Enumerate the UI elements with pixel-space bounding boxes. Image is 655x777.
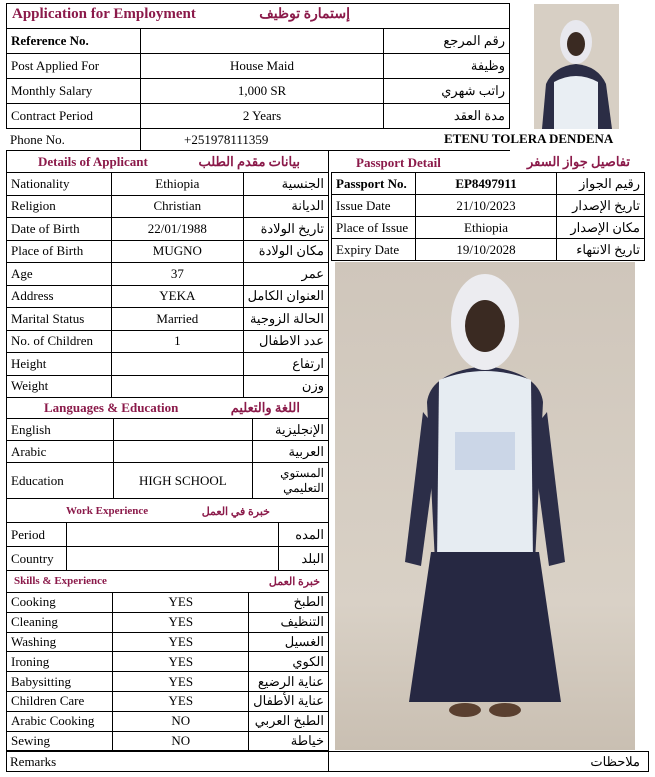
pob-label: Place of Birth [7, 240, 112, 263]
details-heading-en: Details of Applicant [38, 154, 148, 169]
post-value: House Maid [140, 54, 383, 79]
height-label: Height [7, 353, 112, 376]
table-row [7, 593, 329, 613]
pob-label-ar: مكان الولادة [243, 240, 328, 263]
form-title-ar: إستمارة توظيف [259, 7, 350, 22]
contract-label-ar: مدة العقد [384, 104, 510, 129]
languages-heading-en: Languages & Education [44, 400, 179, 415]
arabic-value [113, 441, 253, 463]
work-heading-en: Work Experience [66, 505, 149, 517]
form-title-en: Application for Employment [12, 6, 196, 22]
phone-label: Phone No. [10, 132, 65, 147]
marital-label: Marital Status [7, 308, 112, 331]
table-row [7, 54, 510, 79]
details-table [6, 172, 329, 398]
languages-table [6, 418, 329, 499]
education-value: HIGH SCHOOL [113, 463, 253, 499]
skills-table [6, 592, 329, 751]
arabic-label-ar: العربية [253, 441, 329, 463]
expiry-date-label: Expiry Date [332, 239, 416, 261]
table-row [7, 195, 329, 218]
age-label-ar: عمر [243, 263, 328, 286]
skills-heading-en: Skills & Experience [14, 575, 107, 587]
passport-heading-en: Passport Detail [356, 155, 441, 170]
cooking-label: Cooking [7, 593, 113, 613]
arabic-cooking-value: NO [113, 711, 249, 731]
table-row [7, 104, 510, 129]
address-label-ar: العنوان الكامل [243, 285, 328, 308]
post-label: Post Applied For [7, 54, 141, 79]
pob-value: MUGNO [112, 240, 243, 263]
children-label-ar: عدد الاطفال [243, 330, 328, 353]
table-row [7, 523, 329, 547]
age-value: 37 [112, 263, 243, 286]
education-label-ar: المستوي التعليمي [253, 463, 329, 499]
washing-value: YES [113, 632, 249, 652]
dob-value: 22/01/1988 [112, 218, 243, 241]
table-row [332, 195, 645, 217]
english-value [113, 419, 253, 441]
nationality-value: Ethiopia [112, 173, 243, 196]
issue-date-label: Issue Date [332, 195, 416, 217]
education-label: Education [7, 463, 114, 499]
work-heading-ar: خبرة في العمل [201, 506, 270, 518]
passport-no-label-ar: رقيم الجواز [557, 173, 645, 195]
cooking-value: YES [113, 593, 249, 613]
children-care-label: Children Care [7, 691, 113, 711]
issue-date-value: 21/10/2023 [415, 195, 556, 217]
ironing-label-ar: الكوي [249, 652, 329, 672]
remarks-label-ar: ملاحظات [590, 754, 640, 769]
ironing-label: Ironing [7, 652, 113, 672]
reference-label: Reference No. [7, 29, 141, 54]
english-label-ar: الإنجليزية [253, 419, 329, 441]
washing-label: Washing [7, 632, 113, 652]
reference-label-ar: رقم المرجع [384, 29, 510, 54]
phone-divider [140, 129, 141, 151]
expiry-date-label-ar: تاريخ الانتهاء [557, 239, 645, 261]
table-row [332, 217, 645, 239]
weight-value [112, 375, 243, 398]
table-row [7, 711, 329, 731]
passport-heading-ar: تفاصيل جواز السفر [526, 154, 630, 169]
contract-value: 2 Years [140, 104, 383, 129]
table-row [7, 29, 510, 54]
cooking-label-ar: الطبخ [249, 593, 329, 613]
top-info-table [6, 28, 510, 129]
ironing-value: YES [113, 652, 249, 672]
salary-value: 1,000 SR [140, 79, 383, 104]
children-value: 1 [112, 330, 243, 353]
sewing-value: NO [113, 731, 249, 751]
place-of-issue-label: Place of Issue [332, 217, 416, 239]
skills-heading-ar: خبرة العمل [268, 576, 320, 588]
languages-heading-ar: اللغة والتعليم [230, 400, 300, 415]
applicant-name: ETENU TOLERA DENDENA [444, 131, 614, 146]
period-value [66, 523, 278, 547]
passport-no-value: EP8497911 [415, 173, 556, 195]
babysitting-label: Babysitting [7, 672, 113, 692]
table-row [7, 691, 329, 711]
babysitting-value: YES [113, 672, 249, 692]
salary-label: Monthly Salary [7, 79, 141, 104]
table-row [7, 419, 329, 441]
arabic-label: Arabic [7, 441, 114, 463]
age-label: Age [7, 263, 112, 286]
issue-date-label-ar: تاريخ الإصدار [557, 195, 645, 217]
dob-label: Date of Birth [7, 218, 112, 241]
post-label-ar: وظيفة [384, 54, 510, 79]
address-value: YEKA [112, 285, 243, 308]
marital-value: Married [112, 308, 243, 331]
reference-value [140, 29, 383, 54]
children-label: No. of Children [7, 330, 112, 353]
table-row [7, 263, 329, 286]
work-table [6, 522, 329, 571]
person-silhouette-icon [534, 4, 619, 129]
nationality-label: Nationality [7, 173, 112, 196]
passport-no-label: Passport No. [332, 173, 416, 195]
children-care-value: YES [113, 691, 249, 711]
table-row [7, 612, 329, 632]
remarks-label: Remarks [10, 754, 57, 769]
marital-label-ar: الحالة الزوجية [243, 308, 328, 331]
table-row [7, 173, 329, 196]
cleaning-label: Cleaning [7, 612, 113, 632]
country-label: Country [7, 547, 67, 571]
expiry-date-value: 19/10/2028 [415, 239, 556, 261]
table-row [7, 240, 329, 263]
place-of-issue-label-ar: مكان الإصدار [557, 217, 645, 239]
country-value [66, 547, 278, 571]
phone-value: +251978111359 [184, 132, 269, 147]
table-row [7, 463, 329, 499]
period-label-ar: المده [279, 523, 329, 547]
table-row [7, 652, 329, 672]
country-label-ar: البلد [279, 547, 329, 571]
table-row [7, 218, 329, 241]
place-of-issue-value: Ethiopia [415, 217, 556, 239]
period-label: Period [7, 523, 67, 547]
salary-label-ar: راتب شهري [384, 79, 510, 104]
cleaning-value: YES [113, 612, 249, 632]
address-label: Address [7, 285, 112, 308]
passport-table [331, 172, 645, 261]
cleaning-label-ar: التنظيف [249, 612, 329, 632]
arabic-cooking-label-ar: الطبخ العربي [249, 711, 329, 731]
table-row [7, 330, 329, 353]
religion-value: Christian [112, 195, 243, 218]
table-row [332, 173, 645, 195]
washing-label-ar: الغسيل [249, 632, 329, 652]
nationality-label-ar: الجنسية [243, 173, 328, 196]
arabic-cooking-label: Arabic Cooking [7, 711, 113, 731]
details-heading-ar: بيانات مقدم الطلب [198, 154, 300, 169]
height-value [112, 353, 243, 376]
table-row [7, 285, 329, 308]
table-row [7, 353, 329, 376]
person-full-body-icon [335, 262, 635, 750]
table-row [7, 79, 510, 104]
table-row [332, 239, 645, 261]
table-row [7, 672, 329, 692]
dob-label-ar: تاريخ الولادة [243, 218, 328, 241]
sewing-label: Sewing [7, 731, 113, 751]
religion-label: Religion [7, 195, 112, 218]
table-row [7, 731, 329, 751]
weight-label-ar: وزن [243, 375, 328, 398]
height-label-ar: ارتفاع [243, 353, 328, 376]
table-row [7, 441, 329, 463]
table-row [7, 632, 329, 652]
applicant-photo-small [534, 4, 619, 129]
babysitting-label-ar: عناية الرضيع [249, 672, 329, 692]
table-row [7, 375, 329, 398]
children-care-label-ar: عناية الأطفال [249, 691, 329, 711]
english-label: English [7, 419, 114, 441]
weight-label: Weight [7, 375, 112, 398]
sewing-label-ar: خياطة [249, 731, 329, 751]
table-row [7, 547, 329, 571]
applicant-photo-full [335, 262, 635, 750]
table-row [7, 308, 329, 331]
religion-label-ar: الديانة [243, 195, 328, 218]
contract-label: Contract Period [7, 104, 141, 129]
